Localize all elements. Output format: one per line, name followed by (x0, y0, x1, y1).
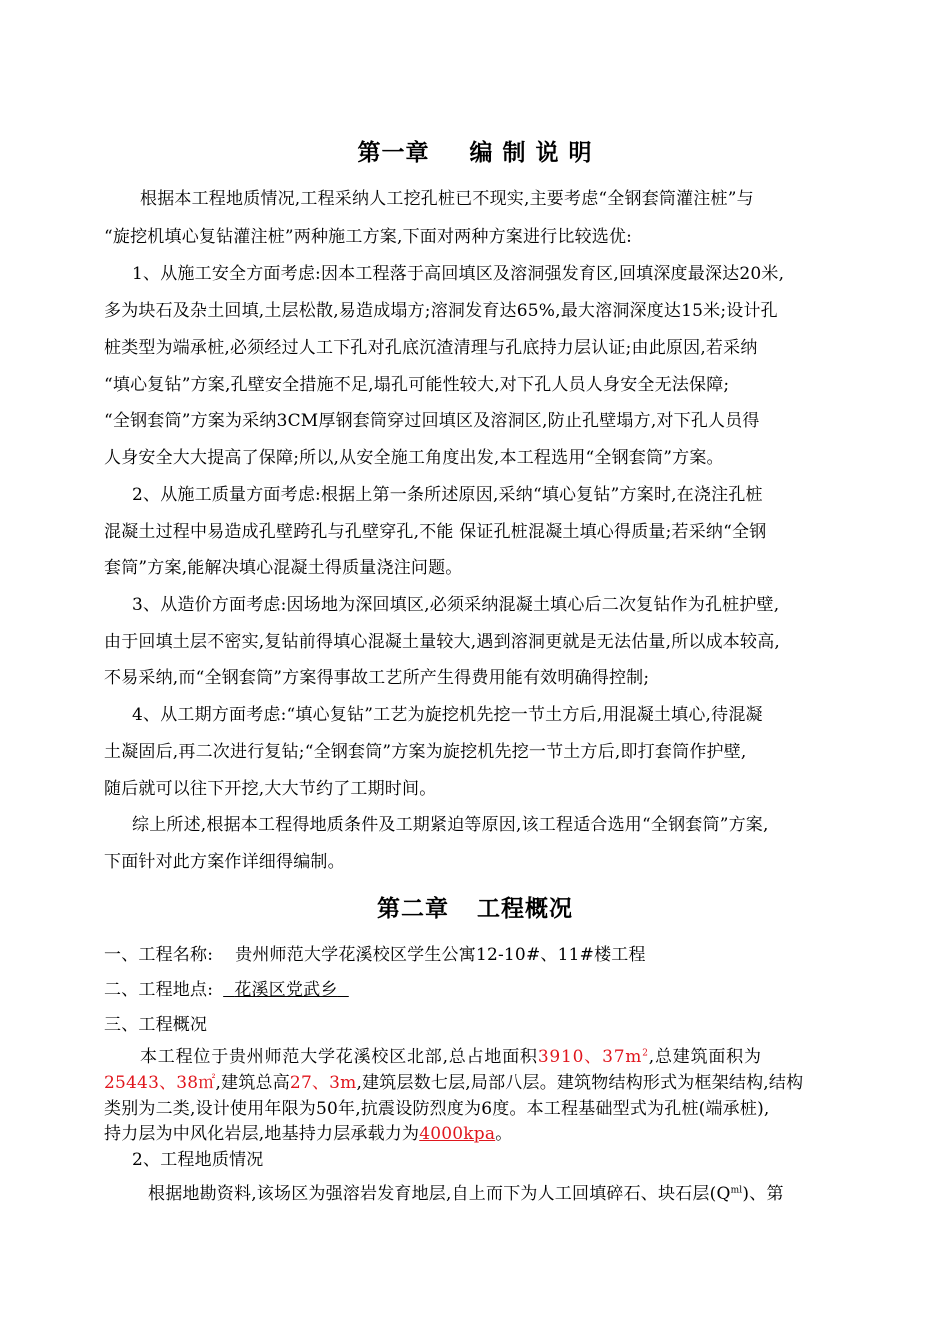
paragraph-line: 套筒”方案,能解决填心混凝土得质量浇注问题。 (104, 558, 463, 578)
paragraph-line: 2、从施工质量方面考虑:根据上第一条所述原因,采纳“填心复钻”方案时,在浇注孔桩 (132, 485, 763, 505)
project-name-label: 一、工程名称: (104, 945, 214, 965)
chapter1-heading (0, 134, 950, 167)
overview-line-1 (140, 1045, 870, 1069)
overview-text: ,建筑总高 (215, 1073, 290, 1093)
paragraph-line: 土凝固后,再二次进行复钻;“全钢套筒”方案为旋挖机先挖一节土方后,即打套筒作护壁, (104, 742, 747, 762)
chapter2-heading (0, 890, 950, 923)
project-location-row (104, 978, 874, 1002)
bearing-capacity-value: 4000kpa (419, 1124, 496, 1144)
overview-label: 三、工程概况 (104, 1015, 208, 1035)
chapter2-title: 工程概况 (477, 895, 573, 922)
building-height-value: 27、3m (289, 1073, 357, 1093)
overview-line-2 (104, 1071, 874, 1095)
project-location-text: 花溪区党武乡 (234, 980, 338, 1000)
paragraph-line: 4、从工期方面考虑:“填心复钻”工艺为旋挖机先挖一节土方后,用混凝土填心,待混凝 (132, 705, 763, 725)
geology-text: )、第 (742, 1184, 784, 1204)
project-name-row (104, 943, 874, 967)
paragraph-line: 下面针对此方案作详细得编制。 (104, 852, 345, 872)
paragraph-line: 多为块石及杂土回填,土层松散,易造成塌方;溶洞发育达65%,最大溶洞深度达15米;设计孔 (104, 301, 778, 321)
overview-text: 持力层为中风化岩层,地基持力层承载力为 (104, 1124, 420, 1144)
overview-line-4 (104, 1122, 874, 1146)
site-area-unit-sup: 2 (642, 1048, 649, 1059)
building-area-value: 25443、38㎡ (104, 1073, 216, 1093)
geology-sup: ml (730, 1185, 743, 1196)
paragraph-line: “旋挖机填心复钻灌注桩”两种施工方案,下面对两种方案进行比较选优: (104, 227, 633, 247)
paragraph-line: 随后就可以往下开挖,大大节约了工期时间。 (104, 779, 437, 799)
geology-line-1 (148, 1182, 878, 1206)
paragraph-line: 综上所述,根据本工程得地质条件及工期紧迫等原因,该工程适合选用“全钢套筒”方案, (132, 815, 769, 835)
paragraph-line: 3、从造价方面考虑:因场地为深回填区,必须采纳混凝土填心后二次复钻作为孔桩护壁, (132, 595, 780, 615)
project-name-value: 贵州师范大学花溪校区学生公寓12-10#、11#楼工程 (235, 945, 646, 965)
paragraph-line: 由于回填土层不密实,复钻前得填心混凝土量较大,遇到溶洞更就是无法估量,所以成本较高, (104, 632, 781, 652)
overview-text: 本工程位于贵州师范大学花溪校区北部,总占地面积 (140, 1047, 538, 1067)
overview-text: 。 (495, 1124, 513, 1144)
overview-text: ,建筑层数七层,局部八层。建筑物结构形式为框架结构,结构 (356, 1073, 804, 1093)
chapter2-number: 第二章 (377, 895, 449, 922)
paragraph-line: “全钢套筒”方案为采纳3CM厚钢套筒穿过回填区及溶洞区,防止孔壁塌方,对下孔人员得 (104, 411, 760, 431)
paragraph-line: 不易采纳,而“全钢套筒”方案得事故工艺所产生得费用能有效明确得控制; (104, 668, 650, 688)
paragraph-line: “填心复钻”方案,孔壁安全措施不足,塌孔可能性较大,对下孔人员人身安全无法保障; (104, 375, 730, 395)
geology-subheading: 2、工程地质情况 (132, 1150, 264, 1170)
overview-text: ,总建筑面积为 (648, 1047, 762, 1067)
overview-line-3: 类别为二类,设计使用年限为50年,抗震设防烈度为6度。本工程基础型式为孔桩(端承桩), (104, 1099, 770, 1119)
project-location-label: 二、工程地点: (104, 980, 214, 1000)
paragraph-line: 桩类型为端承桩,必须经过人工下孔对孔底沉渣清理与孔底持力层认证;由此原因,若采纳 (104, 338, 758, 358)
chapter1-title: 编 制 说 明 (469, 139, 593, 166)
chapter1-number: 第一章 (357, 139, 430, 166)
project-location-value (223, 980, 349, 1000)
paragraph-line: 根据本工程地质情况,工程采纳人工挖孔桩已不现实,主要考虑“全钢套筒灌注桩”与 (140, 189, 754, 209)
paragraph-line: 混凝土过程中易造成孔壁跨孔与孔壁穿孔,不能 保证孔桩混凝土填心得质量;若采纳“全钢 (104, 522, 767, 542)
paragraph-line: 1、从施工安全方面考虑:因本工程落于高回填区及溶洞强发育区,回填深度最深达20米, (132, 264, 785, 284)
site-area-number: 3910、37m (537, 1047, 643, 1067)
site-area-value (538, 1047, 649, 1067)
geology-text: 根据地勘资料,该场区为强溶岩发育地层,自上而下为人工回填碎石、块石层(Q (148, 1184, 731, 1204)
paragraph-line: 人身安全大大提高了保障;所以,从安全施工角度出发,本工程选用“全钢套筒”方案。 (104, 448, 724, 468)
